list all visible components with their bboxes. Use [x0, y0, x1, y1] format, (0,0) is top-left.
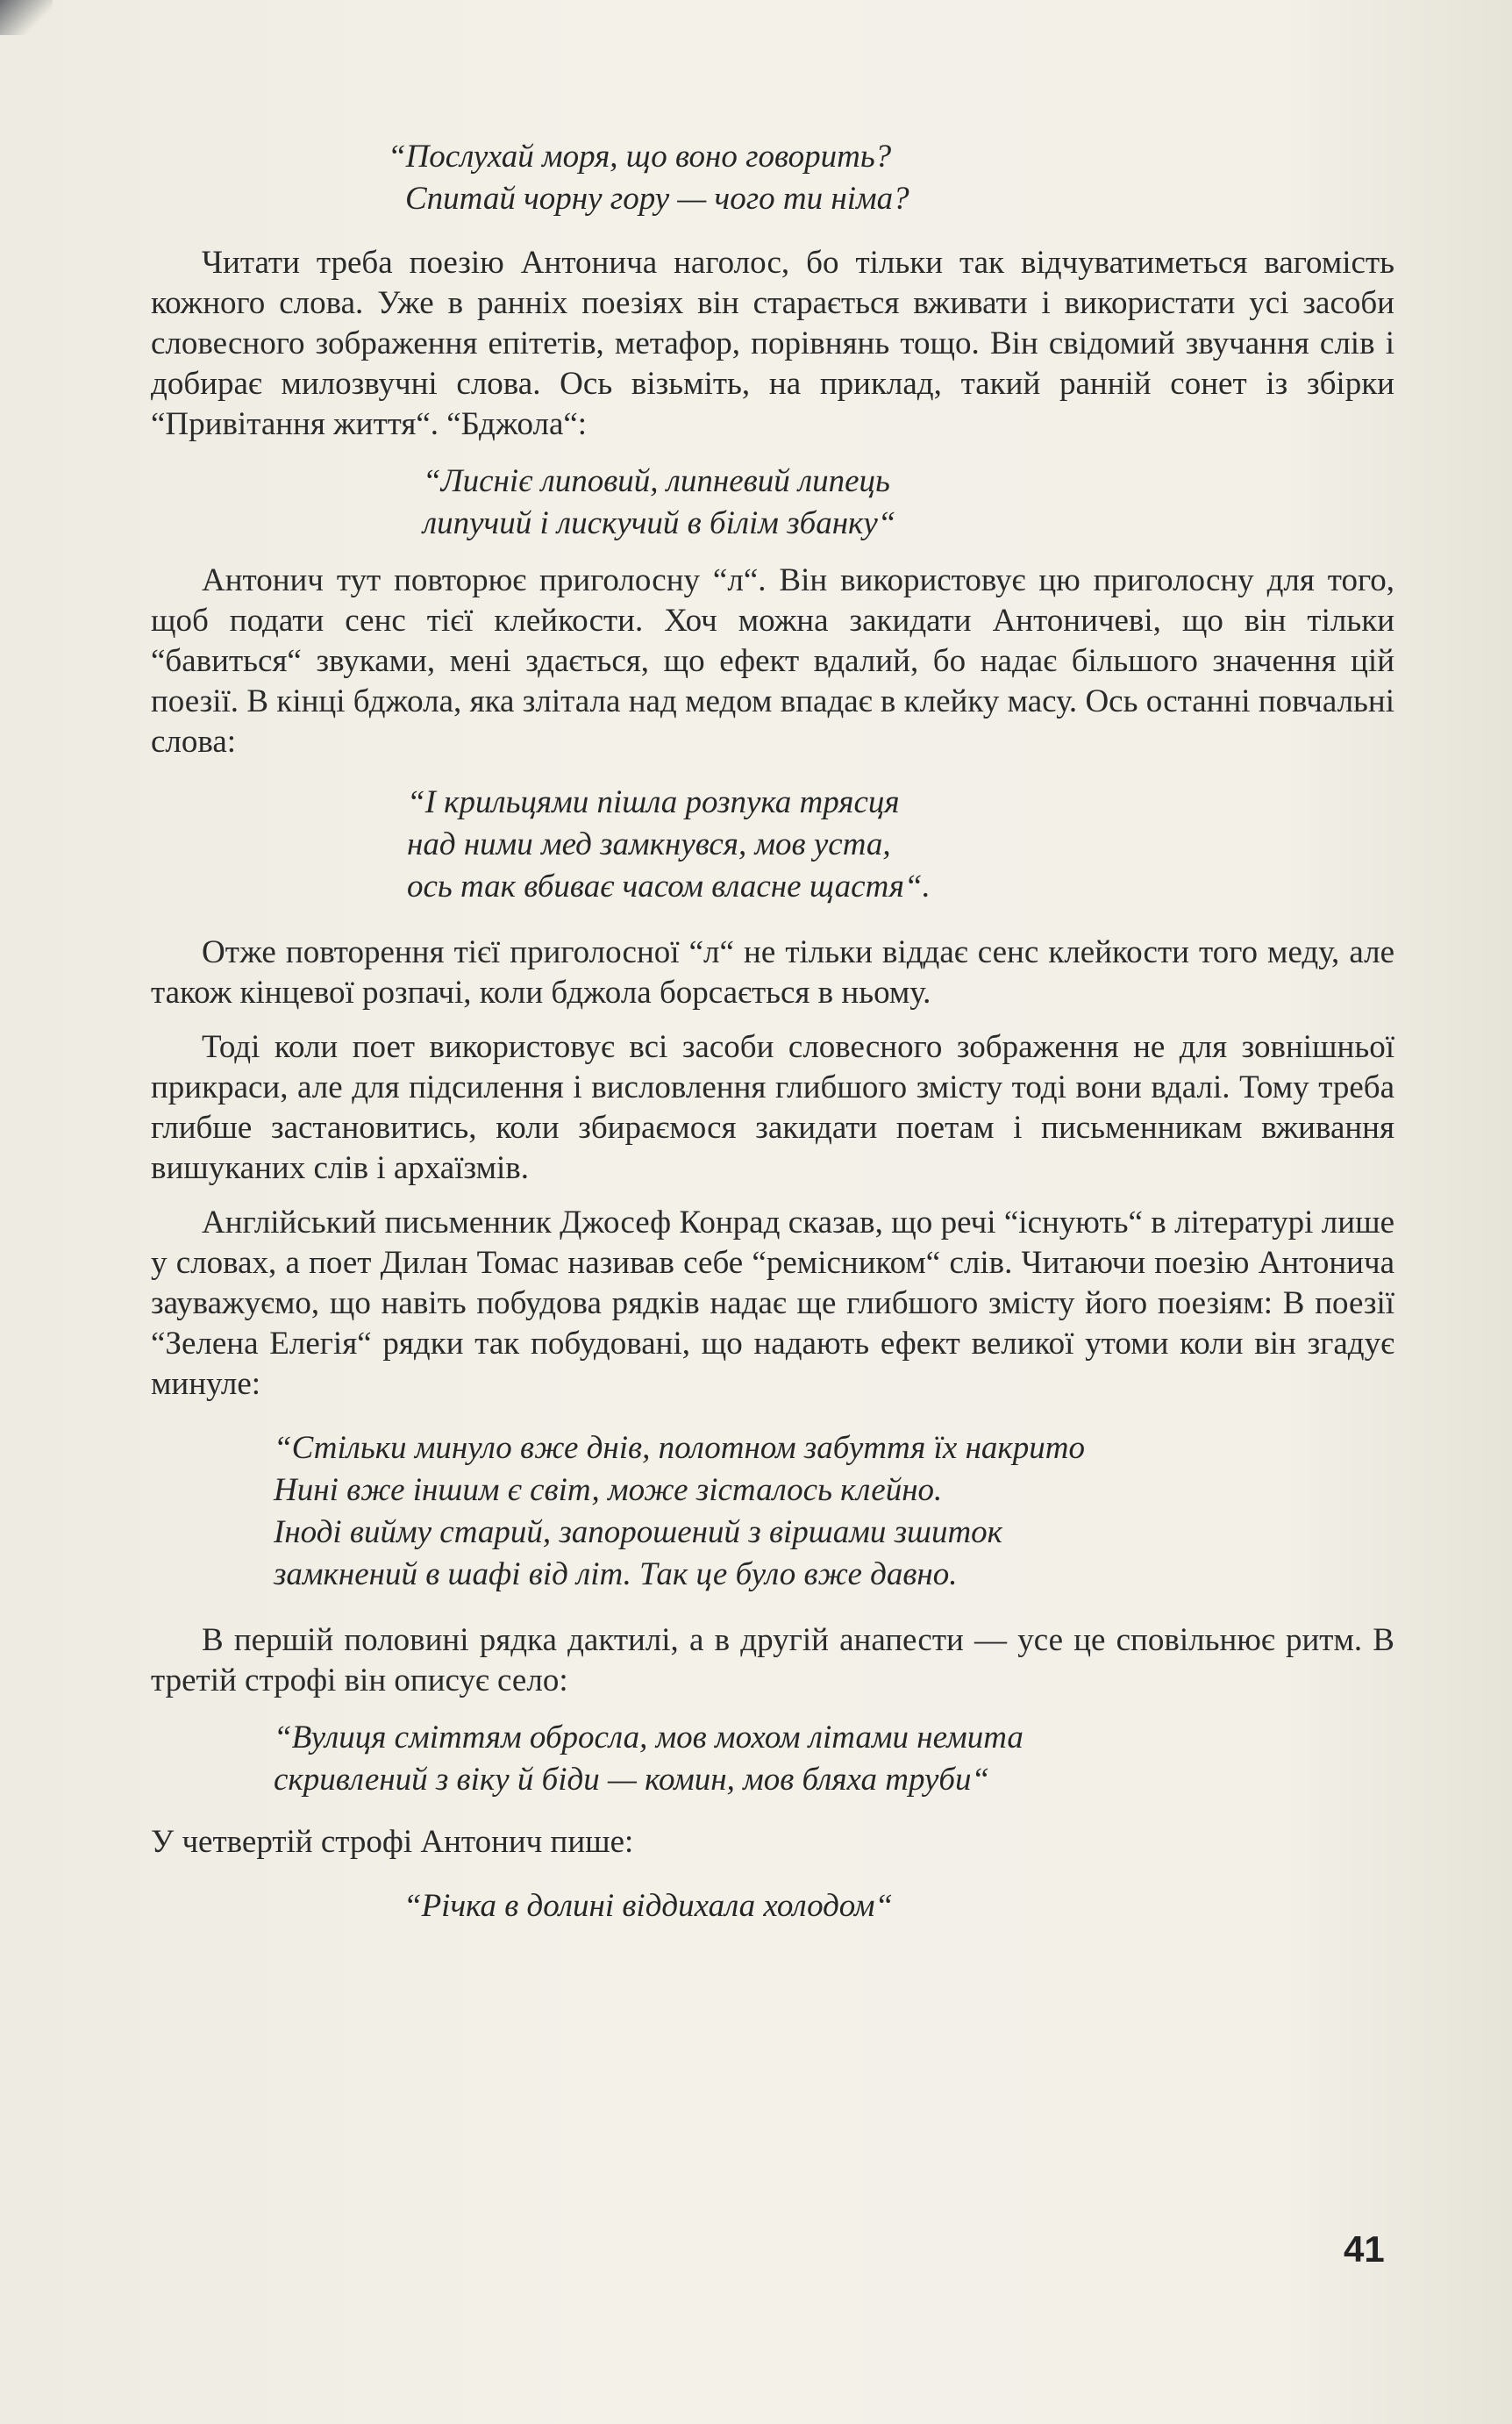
verse-line: “Послухай моря, що воно говорить? [388, 139, 892, 175]
verse-quote-6 [151, 1885, 1394, 1927]
verse-quote-4 [151, 1427, 1394, 1596]
verse-line: ось так вбиває часом власне щастя“. [407, 869, 931, 905]
verse-line: липучий і лискучий в білім збанку“ [423, 505, 896, 541]
paragraph-2: Антонич тут повторює приголосну “л“. Він використовує цю приголосну для того, щоб подати сенс тієї клейкости. Хоч можна закидати Антоничеві, що він тільки “бавиться“ звуками, мені здається, що ефект вдалий, бо надає більшого значення цій поезії. В кінці бджола, яка злітала над медом впадає в клейку масу. Ось останні повчальні слова: [151, 562, 1394, 760]
verse-quote-2 [151, 461, 1394, 545]
verse-line: “Річка в долині віддихала холодом“ [403, 1888, 894, 1924]
verse-line: “Лисніє липовий, липневий липець [423, 463, 890, 499]
paragraph-7: У четвертій строфі Антонич пише: [151, 1824, 634, 1860]
verse-line: Іноді вийму старий, запорошений з віршами зшиток [274, 1514, 1002, 1550]
verse-line: над ними мед замкнувся, мов уста, [407, 826, 891, 862]
verse-quote-3 [151, 782, 1394, 908]
paragraph-4: Тоді коли поет використовує всі засоби словесного зображення не для зовнішньої прикраси, але для підсилення і висловлення глибшого змісту тоді вони вдалі. Тому треба глибше застановитись, коли збираємося закидати поетам і письменникам вживання вишуканих слів і архаїзмів. [151, 1029, 1394, 1186]
verse-line: “Вулиця сміттям обросла, мов мохом літами немита [274, 1720, 1023, 1755]
verse-quote-1 [151, 136, 1394, 220]
page-content [151, 136, 1394, 1927]
verse-quote-5 [151, 1717, 1394, 1801]
scan-corner-shadow [0, 0, 53, 35]
verse-line: “Стільки минуло вже днів, полотном забуття їх накрито [274, 1430, 1085, 1466]
verse-line: Спитай чорну гору — чого ти німа? [405, 181, 909, 217]
verse-line: “І крильцями пішла розпука трясця [407, 784, 900, 820]
verse-line: замкнений в шафі від літ. Так це було вже давно. [274, 1556, 958, 1592]
verse-line: Нині вже іншим є світ, може зісталось клейно. [274, 1472, 943, 1508]
page-number: 41 [1344, 2228, 1385, 2270]
paragraph-3: Отже повторення тієї приголосної “л“ не тільки віддає сенс клейкости того меду, але також кінцевої розпачі, коли бджола борсається в ньому. [151, 934, 1394, 1011]
paragraph-6: В першій половині рядка дактилі, а в другій анапести — усе це сповільнює ритм. В третій строфі він описує село: [151, 1622, 1394, 1698]
paragraph-5: Англійський письменник Джосеф Конрад сказав, що речі “існують“ в літературі лише у словах, а поет Дилан Томас називав себе “ремісником“ слів. Читаючи поезію Антонича зауважуємо, що навіть побудова рядків надає ще глибшого змісту його поезіям: В поезії “Зелена Елегія“ рядки так побудовані, що надають ефект великої утоми коли він згадує минуле: [151, 1205, 1394, 1402]
verse-line: скривлений з віку й біди — комин, мов бляха труби“ [274, 1762, 990, 1798]
paragraph-1: Читати треба поезію Антонича наголос, бо тільки так відчуватиметься вагомість кожного слова. Уже в ранніх поезіях він старається вживати і використати усі засоби словесного зображення епітетів, метафор, порівнянь тощо. Він свідомий звучання слів і добирає милозвучні слова. Ось візьміть, на приклад, такий ранній сонет із збірки “Привітання життя“. “Бджола“: [151, 245, 1394, 442]
